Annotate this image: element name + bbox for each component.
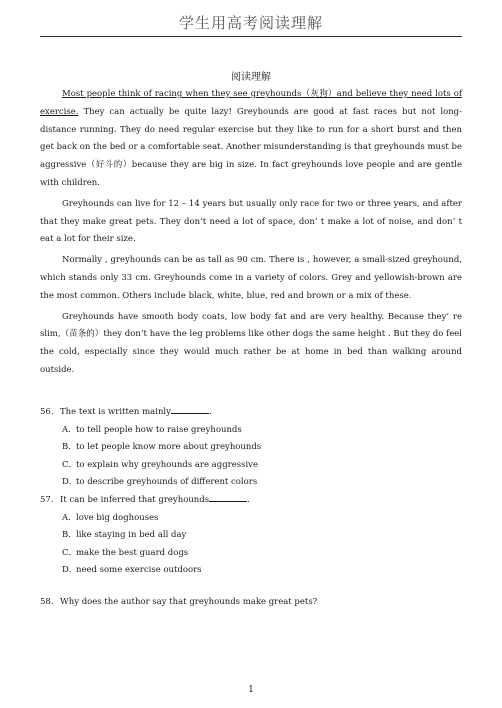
question-number: 57. (40, 494, 54, 505)
header-title: 学生用高考阅读理解 (178, 14, 323, 32)
option-text: to let people know more about greyhounds (76, 442, 262, 453)
option-a (62, 422, 462, 440)
passage-paragraph-4: Greyhounds have smooth body coats, low body fat and are very healthy. Because they’ re slim,（苗条的）they don’t have the leg problems like other dogs the same height . But they do feel the cold, especially since they would much rather be at home in bed than walking around outside. (40, 311, 462, 375)
spacer (40, 580, 462, 594)
option-b (62, 527, 462, 545)
option-text: need some exercise outdoors (76, 565, 202, 576)
option-c (62, 545, 462, 563)
option-list (40, 510, 462, 580)
option-b (62, 439, 462, 457)
question-list (40, 404, 462, 612)
question-57 (40, 492, 462, 580)
option-letter: B． (62, 442, 77, 453)
passage-p1-rest: They can actually be quite lazy! Greyhounds are good at fast races but not long-distance running. They do need regular exercise but they like to run for a short burst and then get back on the bed or a comfortable seat. Another misunderstanding is that greyhounds must be aggressive（好斗的）because they are big in size. In fact greyhounds love people and are gentle with children. (40, 106, 462, 188)
option-text: make the best guard dogs (76, 547, 189, 558)
option-letter: A． (62, 512, 77, 523)
option-text: like staying in bed all day (76, 530, 187, 541)
passage-paragraph-2: Greyhounds can live for 12 – 14 years but usually only race for two or three years, and after that they make great pets. They don’t need a lot of space, don’ t make a lot of noise, and don’ t eat a lot for their size. (40, 198, 462, 245)
option-letter: D． (62, 477, 78, 488)
answer-blank (209, 492, 247, 502)
question-end: . (247, 494, 250, 505)
option-c (62, 457, 462, 475)
option-text: to describe greyhounds of different colors (76, 477, 258, 488)
option-d (62, 474, 462, 492)
passage-paragraph-1 (40, 86, 462, 193)
question-text: Why does the author say that greyhounds make great pets? (60, 596, 318, 607)
option-letter: B． (62, 530, 77, 541)
section-title: 阅读理解 (231, 72, 271, 83)
passage-p1-underlined: Most people think of racing when they see greyhounds（灰狗）and believe they need lots of exercise. (40, 89, 462, 117)
question-number: 58. (40, 596, 54, 607)
question-stem (40, 594, 462, 612)
option-d (62, 562, 462, 580)
page-number: 1 (248, 685, 254, 695)
option-letter: A． (62, 424, 77, 435)
option-list (40, 422, 462, 492)
page-header (40, 12, 462, 37)
option-a (62, 510, 462, 528)
answer-blank (171, 404, 209, 414)
question-56 (40, 404, 462, 492)
option-letter: D． (62, 565, 78, 576)
question-text: The text is written mainly (60, 407, 171, 417)
question-stem (40, 492, 462, 510)
question-end: . (208, 407, 212, 417)
reading-passage (40, 86, 462, 383)
question-58 (40, 594, 462, 612)
option-text: to explain why greyhounds are aggressive (76, 459, 258, 470)
question-stem (40, 404, 462, 422)
option-text: to tell people how to raise greyhounds (76, 424, 242, 435)
question-number: 56. (40, 407, 54, 417)
option-text: love big doghouses (76, 512, 159, 523)
option-letter: C． (62, 459, 78, 470)
question-text: It can be inferred that greyhounds (60, 494, 210, 505)
passage-paragraph-3: Normally , greyhounds can be as tall as 90 cm. There is , however, a small-sized greyhound, which stands only 33 cm. Greyhounds come in a variety of colors. Grey and yellowish-brown are the most common. Others include black, white, blue, red and brown or a mix of these. (40, 255, 462, 301)
option-letter: C． (62, 547, 78, 558)
